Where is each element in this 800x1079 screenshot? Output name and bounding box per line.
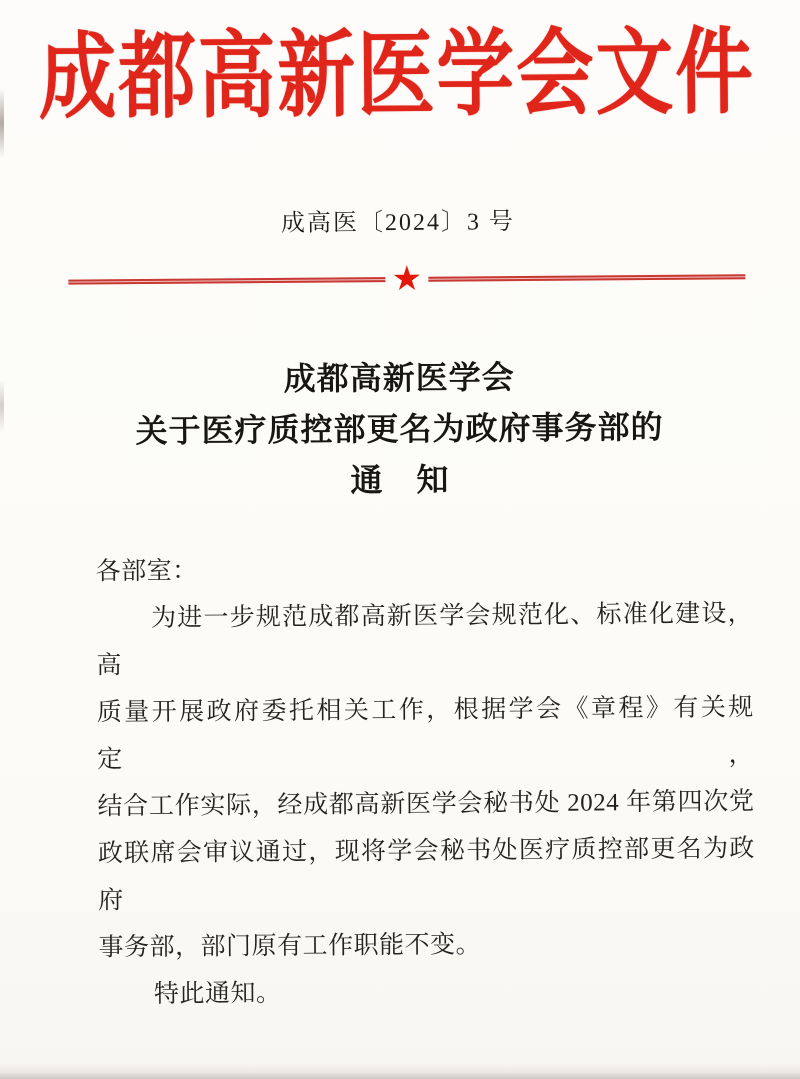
- salutation: 各部室：: [95, 557, 198, 586]
- document-body: [95, 543, 756, 1018]
- body-line: 特此通知。: [153, 979, 282, 1008]
- body-line: 结合工作实际，经成都高新医学会秘书处 2024 年第四次党: [97, 788, 755, 821]
- body-line: 质量开展政府委托相关工作，根据学会《章程》有关规定，: [96, 694, 755, 774]
- document-title: [0, 350, 800, 509]
- body-line: 政联席会审议通过，现将学会秘书处医疗质控部更名为政府: [97, 835, 755, 915]
- letterhead-banner: [0, 23, 797, 150]
- body-line: 事务部，部门原有工作职能不变。: [98, 931, 482, 962]
- title-line-3: 通 知: [350, 461, 450, 499]
- title-line-2: 关于医疗质控部更名为政府事务部的: [135, 408, 664, 450]
- letterhead-title: 成都高新医学会文件: [38, 21, 756, 131]
- separator-line-left: [68, 277, 385, 284]
- separator-line-right: [428, 274, 745, 281]
- red-separator: [68, 258, 745, 299]
- body-line: 为进一步规范成都高新医学会规范化、标准化建设，高: [96, 600, 754, 680]
- title-line-1: 成都高新医学会: [283, 359, 515, 397]
- document-number: 成高医〔2024〕3 号: [280, 209, 516, 237]
- red-star-icon: ★: [391, 258, 423, 300]
